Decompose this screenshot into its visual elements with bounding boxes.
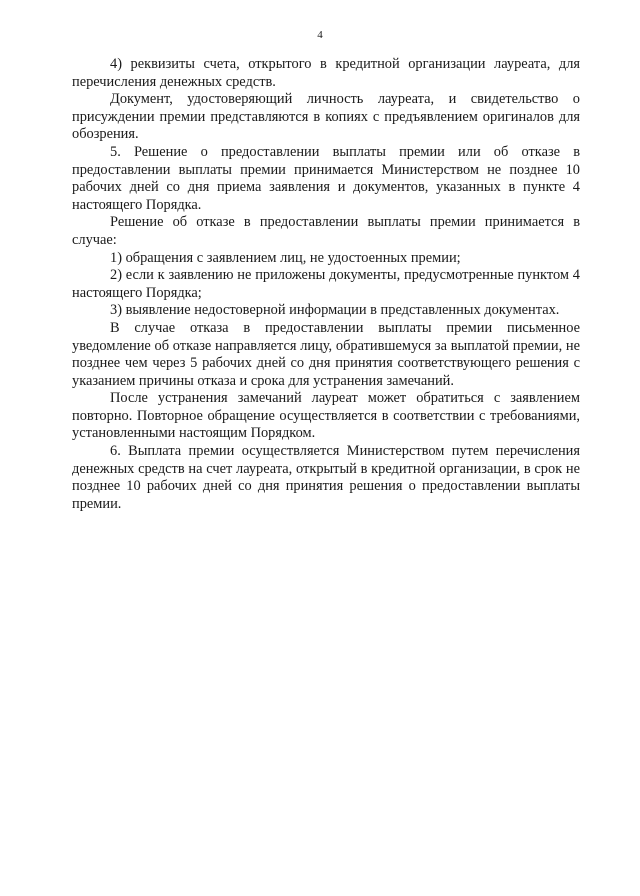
document-body bbox=[72, 56, 580, 513]
paragraph-refusal-case-3: 3) выявление недостоверной информации в представленных документах. bbox=[110, 302, 560, 319]
page-number: 4 bbox=[317, 29, 323, 41]
paragraph-identity-document: Документ, удостоверяющий личность лауреата, и свидетельство о присуждении премии представляются в копиях с предъявлением оригиналов для обозрения. bbox=[72, 91, 580, 143]
paragraph-refusal-case-1: 1) обращения с заявлением лиц, не удостоенных премии; bbox=[110, 249, 461, 266]
paragraph-clause-6: 6. Выплата премии осуществляется Министерством путем перечисления денежных средств на счет лауреата, открытый в кредитной организации, в срок не позднее 10 рабочих дней со дня принятия решения о предоставлении выплаты премии. bbox=[72, 443, 580, 512]
paragraph-refusal-notice: В случае отказа в предоставлении выплаты премии письменное уведомление об отказе направляется лицу, обратившемуся за выплатой премии, не позднее чем через 5 рабочих дней со дня принятия соответствующего решения с указанием причины отказа и срока для устранения замечаний. bbox=[72, 319, 580, 389]
paragraph-reapplication: После устранения замечаний лауреат может обратиться с заявлением повторно. Повторное обращение осуществляется в соответствии с требованиями, установленными настоящим Порядком. bbox=[72, 390, 580, 442]
paragraph-item-4: 4) реквизиты счета, открытого в кредитной организации лауреата, для перечисления денежных средств. bbox=[72, 56, 580, 90]
paragraph-clause-5: 5. Решение о предоставлении выплаты премии или об отказе в предоставлении выплаты премии принимается Министерством не позднее 10 рабочих дней со дня приема заявления и документов, указанных в пункте 4 настоящего Порядка. bbox=[72, 143, 580, 213]
paragraph-refusal-case-2: 2) если к заявлению не приложены документы, предусмотренные пунктом 4 настоящего Порядка; bbox=[72, 267, 580, 301]
paragraph-refusal-cases: Решение об отказе в предоставлении выплаты премии принимается в случае: bbox=[72, 214, 580, 248]
